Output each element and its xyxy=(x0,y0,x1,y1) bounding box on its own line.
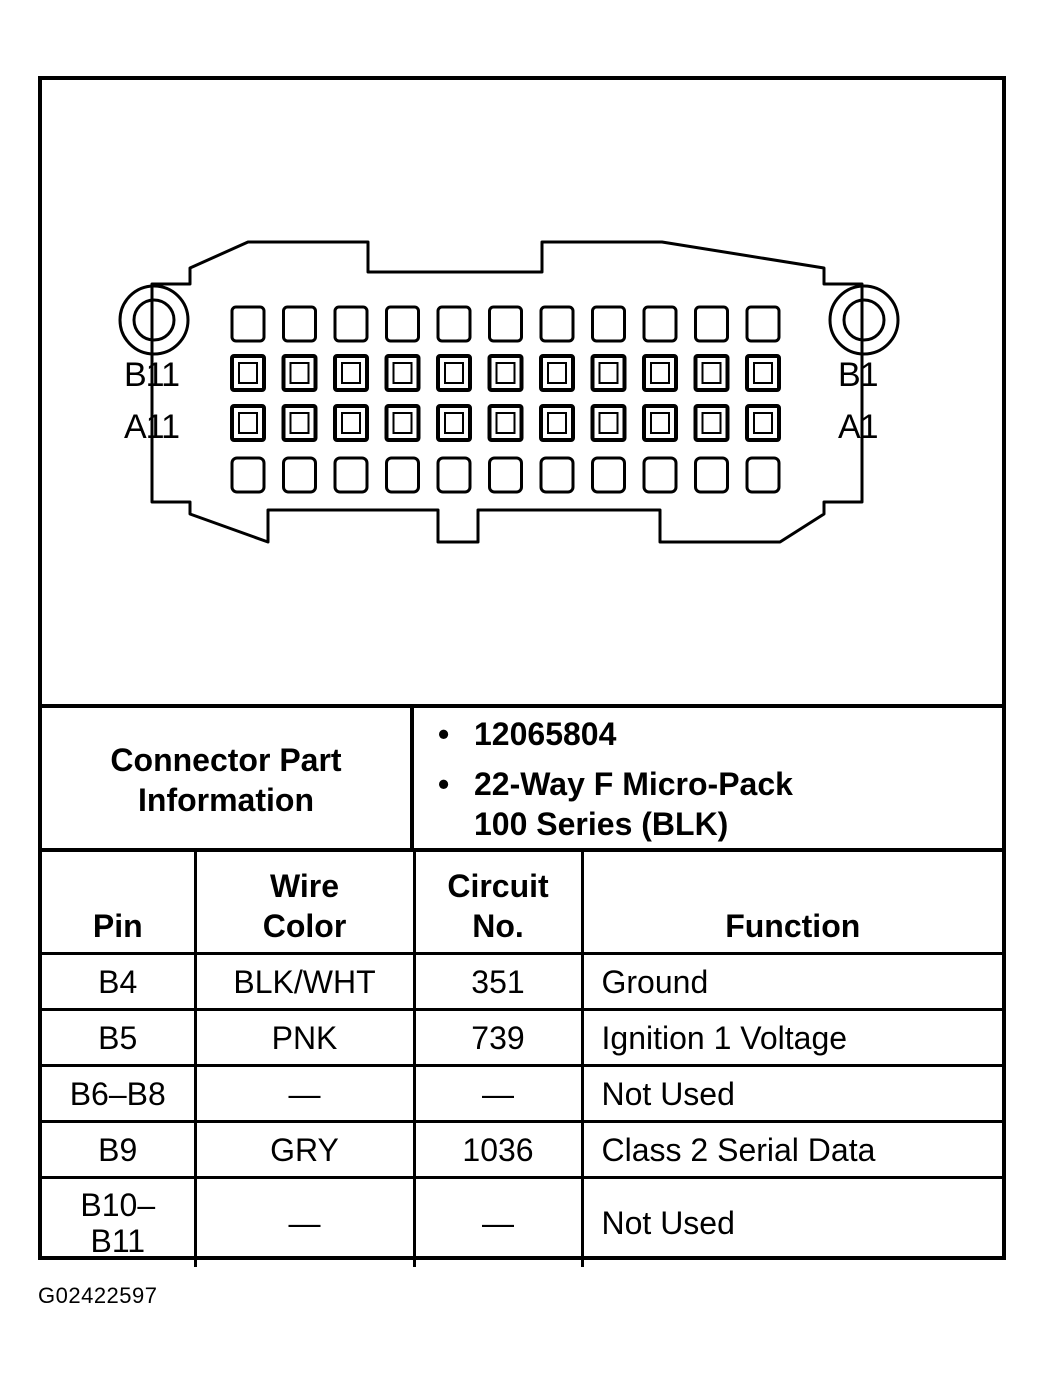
pin-cell xyxy=(42,1178,195,1268)
pin-cavity xyxy=(747,406,779,440)
pin-cavity xyxy=(696,356,728,390)
pin-cavity xyxy=(593,307,625,341)
pin-cavity xyxy=(232,406,264,440)
header-wire-line2: Color xyxy=(262,908,347,944)
pin-cavity xyxy=(284,406,316,440)
table-row xyxy=(42,1066,1002,1122)
pin-cavity xyxy=(438,307,470,341)
pin-cell-line2: B11 xyxy=(90,1223,146,1259)
part-description-item xyxy=(438,764,793,844)
part-description-line1: 22-Way F Micro-Pack xyxy=(474,766,793,802)
function-cell: Not Used xyxy=(582,1066,1002,1122)
pin-cavity xyxy=(696,458,728,492)
circuit-cell: 351 xyxy=(414,954,582,1010)
part-number: 12065804 xyxy=(474,716,617,752)
connector-part-information xyxy=(42,704,1002,852)
pin-cavity xyxy=(644,458,676,492)
pin-terminal xyxy=(445,363,463,383)
pin-terminal xyxy=(703,363,721,383)
pin-cavity xyxy=(593,406,625,440)
pin-cavity xyxy=(541,458,573,492)
header-function xyxy=(582,850,1002,954)
part-description-line2: 100 Series (BLK) xyxy=(474,806,729,842)
header-pin-label: Pin xyxy=(92,908,143,944)
pin-cavity xyxy=(593,458,625,492)
header-wire-line1: Wire xyxy=(269,868,340,904)
pin-terminal xyxy=(548,413,566,433)
pin-terminal xyxy=(754,363,772,383)
pin-cavity xyxy=(490,458,522,492)
pin-terminal xyxy=(394,413,412,433)
pin-cell: B6–B8 xyxy=(42,1066,195,1122)
pin-cavity xyxy=(438,356,470,390)
bullet-icon: • xyxy=(438,766,450,802)
table-row xyxy=(42,1122,1002,1178)
pin-cavity xyxy=(284,356,316,390)
pin-cell: B9 xyxy=(42,1122,195,1178)
table-row xyxy=(42,1010,1002,1066)
connector-face-diagram xyxy=(42,80,1002,704)
header-pin xyxy=(42,850,195,954)
wire-color-cell: — xyxy=(195,1066,414,1122)
pin-terminal xyxy=(342,363,360,383)
pin-terminal xyxy=(754,413,772,433)
wire-color-cell: BLK/WHT xyxy=(195,954,414,1010)
wire-color-cell: PNK xyxy=(195,1010,414,1066)
pin-cavity xyxy=(541,307,573,341)
pin-label-a11: A11 xyxy=(124,408,179,446)
pin-terminal xyxy=(703,413,721,433)
pin-cavity xyxy=(335,458,367,492)
connector-figure-frame xyxy=(38,76,1006,1260)
right-mount-hole-inner xyxy=(844,300,884,340)
function-cell: Ground xyxy=(582,954,1002,1010)
pin-terminal xyxy=(239,363,257,383)
table-row xyxy=(42,1178,1002,1268)
wire-color-cell: GRY xyxy=(195,1122,414,1178)
pin-cavity xyxy=(490,356,522,390)
pin-terminal xyxy=(497,413,515,433)
pin-terminal xyxy=(394,363,412,383)
pin-cavity xyxy=(747,458,779,492)
pin-cavity xyxy=(438,406,470,440)
pin-cavity xyxy=(232,458,264,492)
pin-cavity xyxy=(387,356,419,390)
left-mount-hole-inner xyxy=(134,300,174,340)
pin-terminal xyxy=(497,363,515,383)
right-mount-hole-outer xyxy=(830,286,898,354)
pin-cavity xyxy=(541,406,573,440)
pin-table xyxy=(42,848,1002,1267)
pin-cavity xyxy=(284,307,316,341)
function-cell: Not Used xyxy=(582,1178,1002,1268)
header-function-label: Function xyxy=(725,908,861,944)
pin-cavity xyxy=(490,406,522,440)
pin-cavity xyxy=(747,307,779,341)
pin-cavity xyxy=(335,406,367,440)
pin-cavity xyxy=(387,406,419,440)
pin-terminal xyxy=(548,363,566,383)
pin-terminal xyxy=(600,363,618,383)
pin-cavity xyxy=(747,356,779,390)
pin-cavity xyxy=(387,458,419,492)
pin-cavity xyxy=(593,356,625,390)
pin-cavity xyxy=(644,406,676,440)
pin-terminal xyxy=(291,363,309,383)
pin-cavity-grid xyxy=(232,307,779,492)
bullet-icon: • xyxy=(438,716,450,752)
pin-terminal xyxy=(291,413,309,433)
table-row xyxy=(42,954,1002,1010)
function-cell: Class 2 Serial Data xyxy=(582,1122,1002,1178)
pin-cavity xyxy=(232,307,264,341)
pin-terminal xyxy=(651,413,669,433)
pin-terminal xyxy=(445,413,463,433)
part-number-item xyxy=(438,714,617,754)
pin-cavity xyxy=(541,356,573,390)
part-info-heading-line2: Information xyxy=(138,782,314,818)
header-circuit-line1: Circuit xyxy=(447,868,549,904)
pin-cavity xyxy=(335,307,367,341)
pin-cavity xyxy=(335,356,367,390)
circuit-cell: — xyxy=(414,1178,582,1268)
pin-cell-line1: B10– xyxy=(80,1187,156,1223)
pin-cavity xyxy=(696,307,728,341)
left-mount-hole-outer xyxy=(120,286,188,354)
pin-cavity xyxy=(696,406,728,440)
circuit-cell: 1036 xyxy=(414,1122,582,1178)
pin-label-a1: A1 xyxy=(838,408,878,446)
pin-cavity xyxy=(284,458,316,492)
pin-table-header xyxy=(42,850,1002,954)
wire-color-cell: — xyxy=(195,1178,414,1268)
pin-label-b11: B11 xyxy=(124,356,179,394)
pin-cavity xyxy=(644,356,676,390)
pin-cavity xyxy=(438,458,470,492)
pin-terminal xyxy=(239,413,257,433)
circuit-cell: 739 xyxy=(414,1010,582,1066)
header-circuit-line2: No. xyxy=(472,908,524,944)
pin-terminal xyxy=(651,363,669,383)
pin-terminal xyxy=(342,413,360,433)
pin-cavity xyxy=(387,307,419,341)
pin-cell: B5 xyxy=(42,1010,195,1066)
pin-cavity xyxy=(232,356,264,390)
header-wire-color xyxy=(195,850,414,954)
header-circuit-no xyxy=(414,850,582,954)
part-info-details xyxy=(414,708,1002,852)
pin-cavity xyxy=(644,307,676,341)
pin-label-b1: B1 xyxy=(838,356,878,394)
pin-cell: B4 xyxy=(42,954,195,1010)
pin-cavity xyxy=(490,307,522,341)
figure-id: G02422597 xyxy=(38,1283,158,1308)
part-info-heading xyxy=(42,708,414,852)
part-info-heading-line1: Connector Part xyxy=(110,742,342,778)
function-cell: Ignition 1 Voltage xyxy=(582,1010,1002,1066)
pin-terminal xyxy=(600,413,618,433)
circuit-cell: — xyxy=(414,1066,582,1122)
